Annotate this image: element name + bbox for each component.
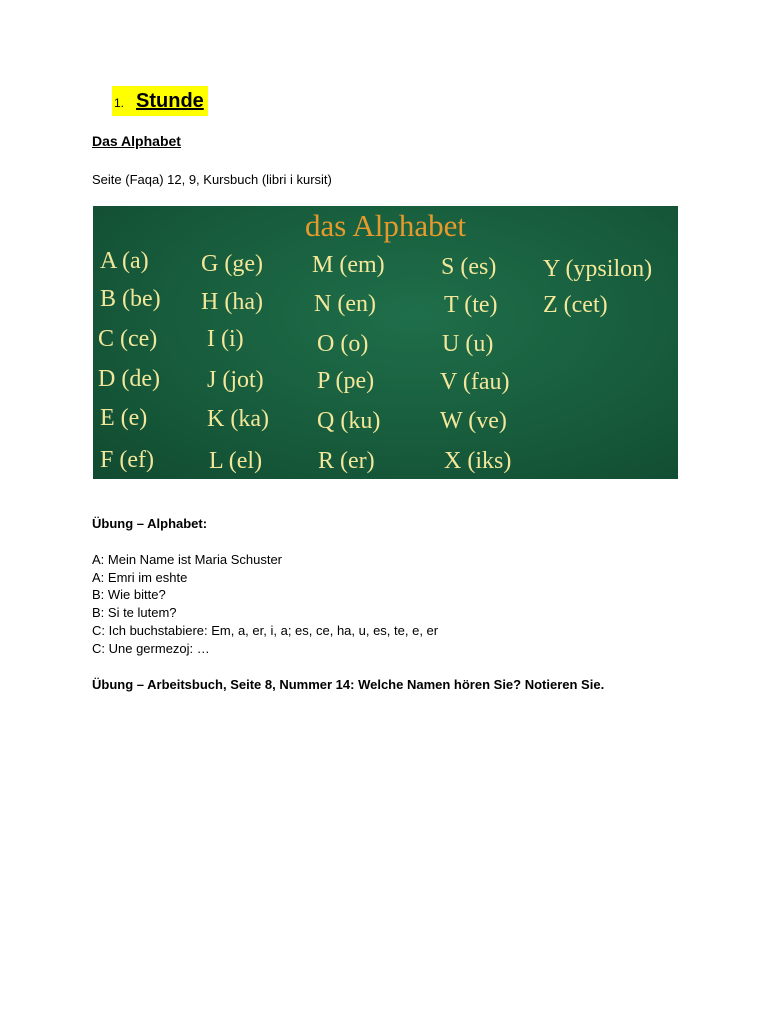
board-letter: L (el): [209, 448, 263, 474]
board-letter: C (ce): [98, 326, 158, 352]
board-letter: E (e): [100, 405, 148, 431]
board-letter: O (o): [317, 331, 369, 357]
exercise-title: Übung – Arbeitsbuch, Seite 8, Nummer 14: Welche Namen hören Sie? Notieren Sie.: [92, 677, 605, 692]
lesson-heading: [112, 86, 208, 116]
board-letter: F (ef): [100, 447, 154, 473]
heading-title: Stunde: [136, 89, 204, 112]
board-letter: G (ge): [201, 251, 263, 277]
dialogue-line: A: Emri im eshte: [92, 570, 188, 585]
board-letter: K (ka): [207, 406, 269, 432]
board-letter: T (te): [444, 292, 498, 318]
board-letter: I (i): [207, 326, 244, 352]
board-letter: N (en): [314, 291, 376, 317]
board-letter: X (iks): [444, 448, 512, 474]
board-letter: B (be): [100, 286, 161, 312]
board-letter: J (jot): [207, 367, 264, 393]
board-letter: A (a): [100, 248, 149, 274]
board-letter: H (ha): [201, 289, 263, 315]
alphabet-board-image: [93, 206, 678, 479]
dialogue-line: A: Mein Name ist Maria Schuster: [92, 552, 283, 567]
heading-number: 1.: [114, 96, 125, 110]
board-letter: D (de): [98, 366, 160, 392]
page-reference: Seite (Faqa) 12, 9, Kursbuch (libri i kursit): [92, 172, 332, 187]
board-title: das Alphabet: [305, 208, 466, 243]
dialogue-line: C: Une germezoj: …: [92, 641, 210, 656]
dialogue-line: B: Si te lutem?: [92, 605, 177, 620]
dialogue-line: C: Ich buchstabiere: Em, a, er, i, a; es, ce, ha, u, es, te, e, er: [92, 623, 439, 638]
board-letter: W (ve): [440, 408, 507, 434]
board-letter: Y (ypsilon): [543, 256, 653, 282]
board-letter: V (fau): [440, 369, 510, 395]
board-letter: S (es): [441, 254, 497, 280]
board-letter: U (u): [442, 331, 494, 357]
board-letter: Z (cet): [543, 292, 608, 318]
dialogue-line: B: Wie bitte?: [92, 587, 166, 602]
board-letter: P (pe): [317, 368, 375, 394]
section-title: Das Alphabet: [92, 133, 181, 149]
board-letter: Q (ku): [317, 408, 381, 434]
board-letter: M (em): [312, 252, 385, 278]
board-letter: R (er): [318, 448, 375, 474]
exercise-title: Übung – Alphabet:: [92, 516, 208, 531]
